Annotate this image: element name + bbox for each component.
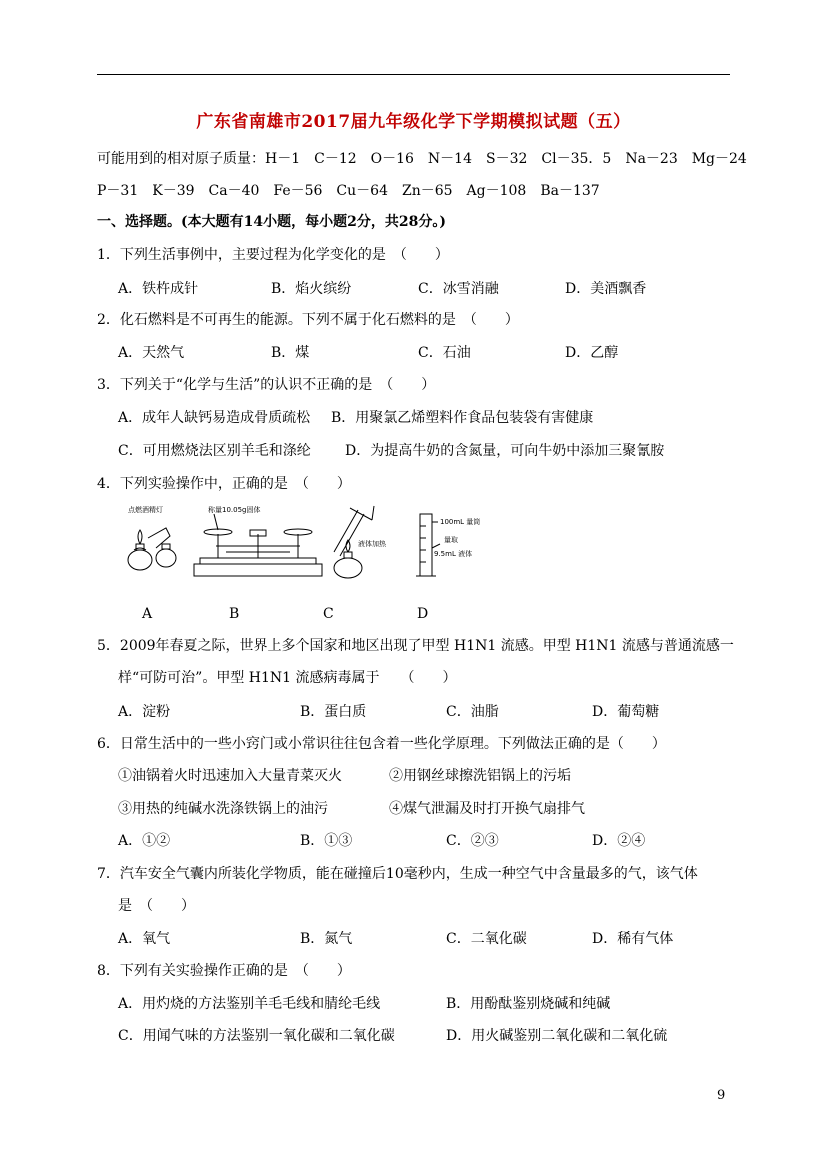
question-3-option-a: A．成年人缺钙易造成骨质疏松	[118, 410, 311, 426]
figure-d-label-1: 100mL 量筒	[440, 518, 481, 526]
question-2-option-d: D．乙醇	[565, 345, 619, 361]
question-8-option-c: C．用闻气味的方法鉴别一氧化碳和二氧化碳	[118, 1028, 395, 1044]
question-5-stem-line-1: 5．2009年春夏之际，世界上多个国家和地区出现了甲型 H1N1 流感。甲型 H1N1 流感与普通流感一	[97, 638, 734, 654]
question-8-stem: 8．下列有关实验操作正确的是 （ ）	[97, 963, 351, 979]
question-2-stem: 2．化石燃料是不可再生的能源。下列不属于化石燃料的是 （ ）	[97, 312, 519, 328]
question-4-option-a: A	[142, 606, 153, 622]
question-6-item-3: ③用热的纯碱水洗涤铁锅上的油污	[118, 801, 328, 817]
question-2-option-b: B．煤	[271, 345, 310, 361]
question-5-stem-line-2: 样“可防可治”。甲型 H1N1 流感病毒属于 （ ）	[118, 670, 457, 686]
question-4-stem: 4．下列实验操作中，正确的是 （ ）	[97, 476, 351, 492]
figure-d-label-3: 9.5mL 液体	[434, 550, 473, 558]
question-5-option-b: B．蛋白质	[300, 704, 367, 720]
question-8-option-a: A．用灼烧的方法鉴别羊毛毛线和腈纶毛线	[118, 996, 381, 1012]
question-8-option-b: B．用酚酞鉴别烧碱和纯碱	[446, 996, 611, 1012]
question-1-option-c: C．冰雪消融	[418, 281, 499, 297]
question-4-option-d: D	[417, 606, 429, 622]
question-1-stem: 1．下列生活事例中，主要过程为化学变化的是 （ ）	[97, 247, 449, 263]
question-5-option-d: D．葡萄糖	[592, 704, 660, 720]
question-1-option-a: A．铁杵成针	[118, 281, 199, 297]
question-3-option-d: D．为提高牛奶的含氮量，可向牛奶中添加三聚氰胺	[345, 443, 665, 459]
question-6-item-1: ①油锅着火时迅速加入大量青菜灭火	[118, 768, 342, 784]
question-8-option-d: D．用火碱鉴别二氧化碳和二氧化硫	[446, 1028, 668, 1044]
question-5-option-a: A．淀粉	[118, 704, 171, 720]
question-6-option-b: B．①③	[300, 833, 353, 849]
question-6-option-c: C．②③	[446, 833, 499, 849]
figure-a-alcohol-lamps	[128, 505, 176, 570]
question-5-option-c: C．油脂	[446, 704, 499, 720]
atomic-mass-line-2: P－31 K－39 Ca－40 Fe－56 Cu－64 Zn－65 Ag－108 Ba－137	[97, 183, 600, 199]
question-6-stem: 6．日常生活中的一些小窍门或小常识往往包含着一些化学原理。下列做法正确的是（ ）	[97, 736, 666, 752]
page-number: 9	[717, 1088, 726, 1103]
question-6-item-4: ④煤气泄漏及时打开换气扇排气	[389, 801, 585, 817]
question-6-option-d: D．②④	[592, 833, 646, 849]
question-4-figures	[126, 500, 486, 582]
question-6-option-a: A．①②	[118, 833, 171, 849]
question-1-option-d: D．美酒飘香	[565, 281, 647, 297]
atomic-mass-line-1: 可能用到的相对原子质量：H－1 C－12 O－16 N－14 S－32 Cl－35．5 Na－23 Mg－24	[97, 151, 747, 167]
figure-b-label: 称量10.05g固体	[208, 506, 261, 514]
question-7-option-a: A．氧气	[118, 931, 171, 947]
figure-c-liquid-heating	[334, 506, 387, 578]
figure-b-balance	[194, 505, 322, 576]
question-3-stem: 3．下列关于“化学与生活”的认识不正确的是 （ ）	[97, 377, 436, 393]
question-7-option-b: B．氮气	[300, 931, 353, 947]
question-7-option-c: C．二氧化碳	[446, 931, 527, 947]
question-4-option-c: C	[323, 606, 334, 622]
page-title: 广东省南雄市2017届九年级化学下学期模拟试题（五）	[196, 112, 631, 132]
experiment-illustrations	[126, 500, 486, 582]
figure-d-label-2: 量取	[444, 536, 458, 544]
question-1-option-b: B．焰火缤纷	[271, 281, 352, 297]
question-3-option-c: C．可用燃烧法区别羊毛和涤纶	[118, 443, 311, 459]
question-7-stem-line-1: 7．汽车安全气囊内所装化学物质，能在碰撞后10毫秒内，生成一种空气中含量最多的气，该气体	[97, 866, 698, 882]
question-3-option-b: B．用聚氯乙烯塑料作食品包装袋有害健康	[331, 410, 594, 426]
question-4-option-b: B	[229, 606, 240, 622]
header-rule	[97, 74, 730, 75]
question-2-option-a: A．天然气	[118, 345, 185, 361]
question-6-item-2: ②用钢丝球擦洗铝锅上的污垢	[389, 768, 571, 784]
question-2-option-c: C．石油	[418, 345, 471, 361]
section-heading: 一、选择题。(本大题有14小题，每小题2分，共28分。)	[97, 214, 446, 230]
question-7-stem-line-2: 是 （ ）	[118, 898, 195, 914]
figure-d-graduated-cylinder	[416, 514, 480, 576]
figure-a-label: 点燃酒精灯	[128, 506, 163, 514]
figure-c-label: 液体加热	[358, 540, 386, 548]
question-7-option-d: D．稀有气体	[592, 931, 674, 947]
